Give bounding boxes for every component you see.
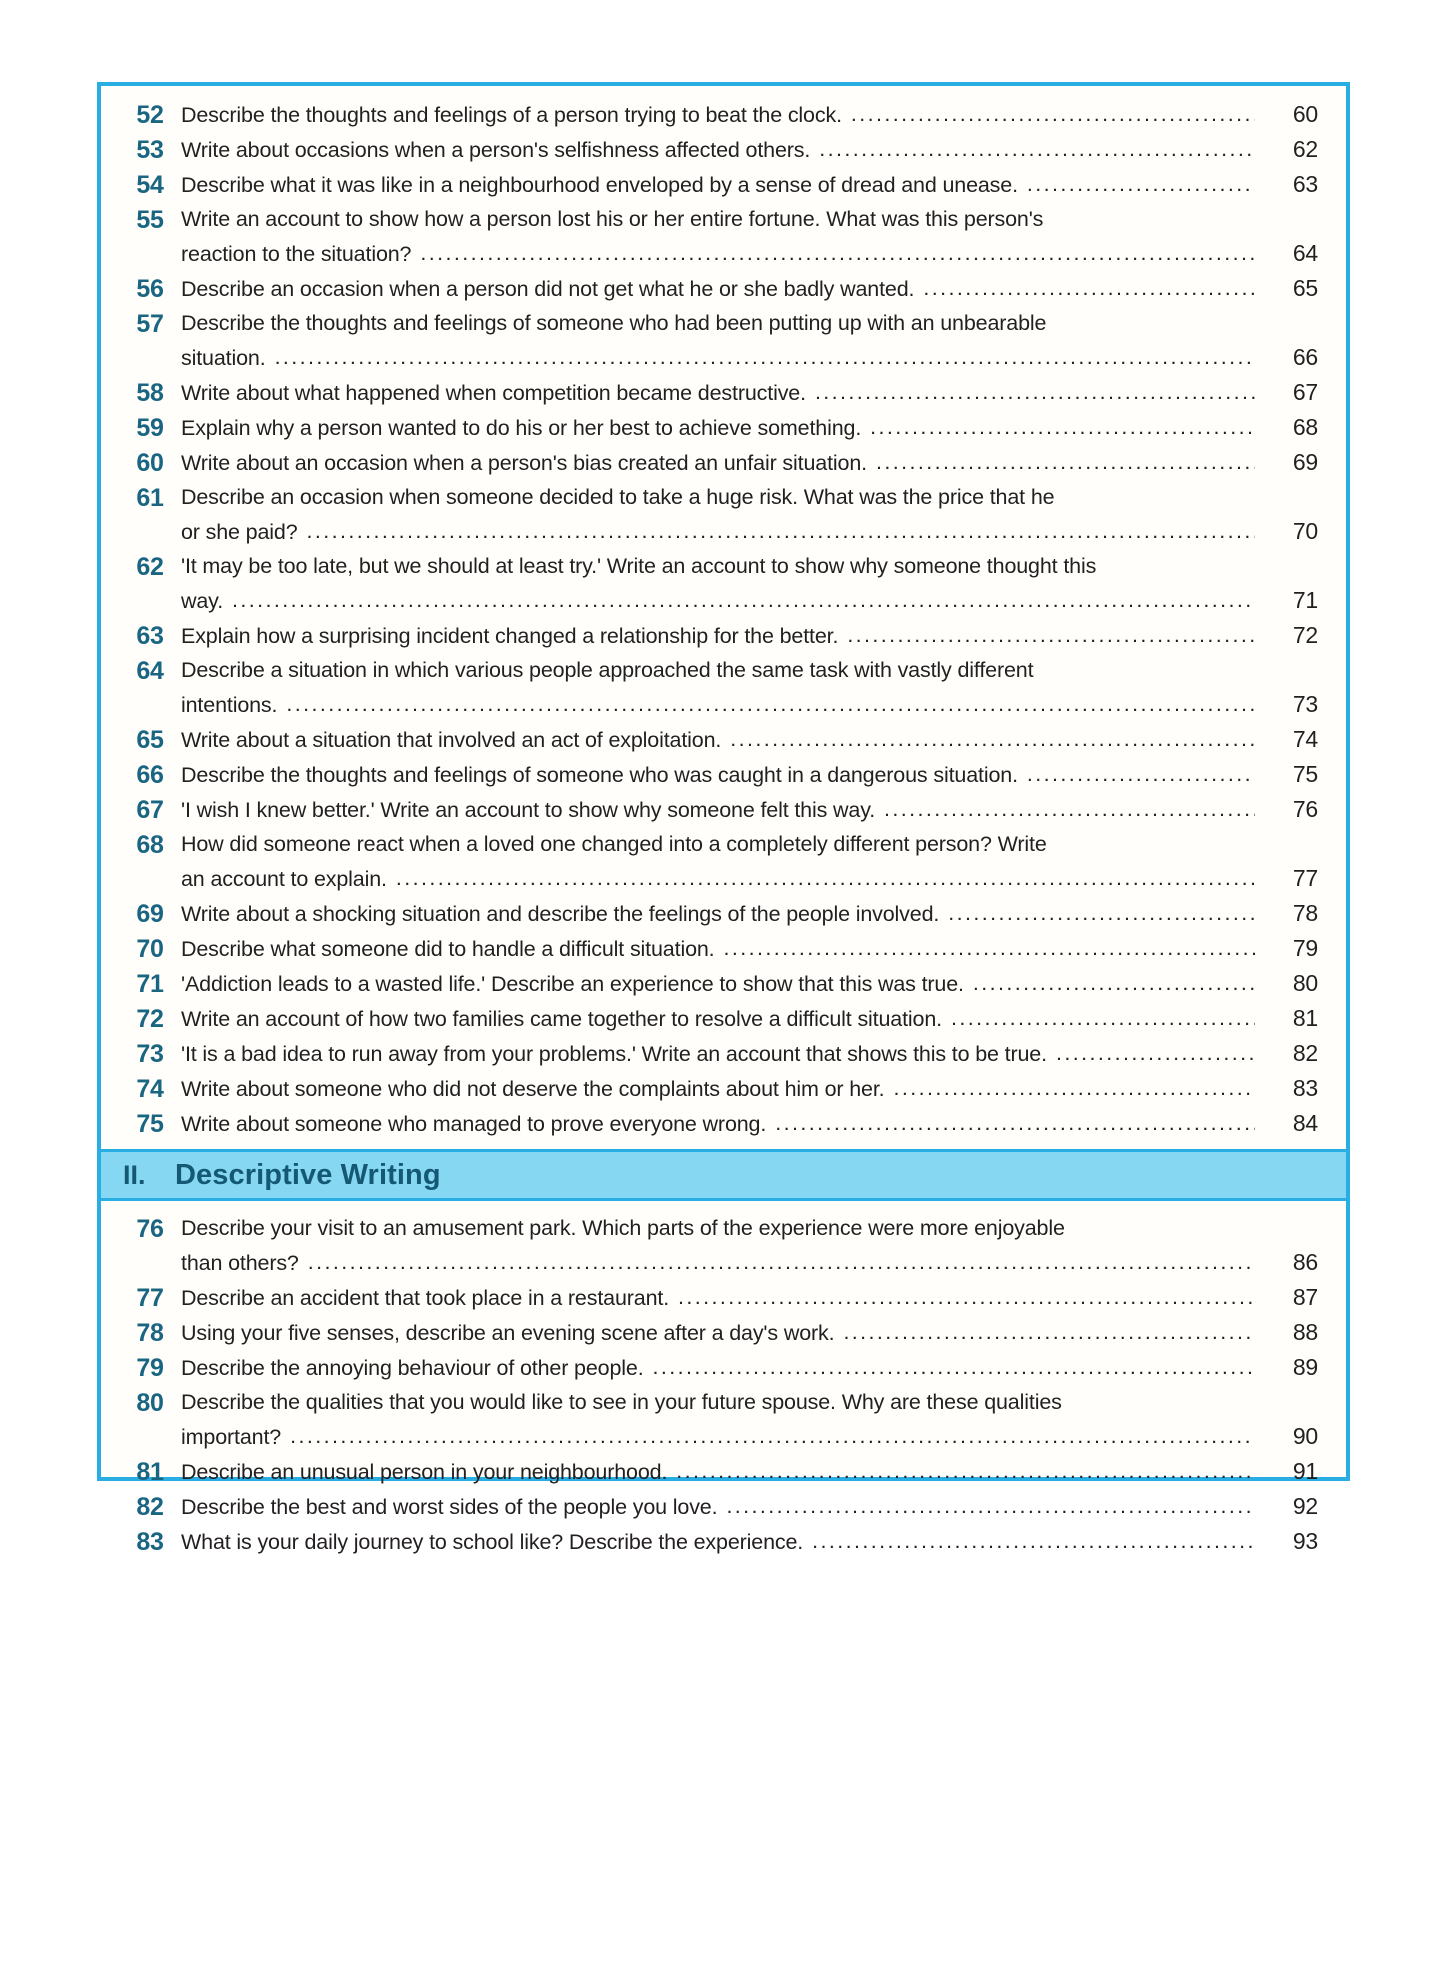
toc-entry-title: Describe what it was like in a neighbourhood enveloped by a sense of dread and unease.: [181, 173, 1018, 197]
toc-entry[interactable]: [101, 1315, 1346, 1350]
dot-leader: [812, 1524, 1255, 1558]
toc-entry-number: 63: [136, 622, 164, 650]
toc-entry-number: 71: [136, 970, 164, 998]
toc-entry-number: 74: [136, 1075, 164, 1103]
toc-entry-number: 60: [136, 449, 164, 477]
toc-entry-title: situation.: [181, 346, 266, 370]
toc-entry-line: [181, 687, 1318, 722]
toc-entry-content: [181, 1350, 1324, 1385]
toc-entry[interactable]: [101, 1524, 1346, 1559]
toc-entry-line: [181, 1106, 1318, 1141]
toc-entry-line: [181, 1350, 1318, 1385]
toc-entry-line: [181, 445, 1318, 480]
toc-entry[interactable]: [101, 306, 1346, 375]
dot-leader: [232, 583, 1255, 617]
toc-entry-title: Write about a situation that involved an act of exploitation.: [181, 728, 722, 752]
toc-entry-content: [181, 1454, 1324, 1489]
toc-entry-line: [181, 167, 1318, 202]
toc-entry-line: [181, 722, 1318, 757]
toc-entry-title: Describe a situation in which various people approached the same task with vastly different: [181, 658, 1034, 682]
toc-page-number: 65: [1292, 275, 1318, 301]
dot-leader: [420, 236, 1255, 270]
toc-entry-number: 77: [136, 1284, 164, 1312]
toc-entry-number: 76: [136, 1215, 164, 1243]
toc-entry-content: [181, 1489, 1324, 1524]
toc-entry-line: [181, 653, 1318, 687]
toc-entry[interactable]: [101, 618, 1346, 653]
toc-entry-line: [181, 1454, 1318, 1489]
toc-entry-title: Write about occasions when a person's selfishness affected others.: [181, 138, 811, 162]
toc-entry[interactable]: [101, 549, 1346, 618]
toc-entry-line: [181, 1001, 1318, 1036]
toc-entry-line: [181, 549, 1318, 583]
toc-entry-title: an account to explain.: [181, 867, 387, 891]
toc-entry[interactable]: [101, 97, 1346, 132]
toc-page-number: 91: [1292, 1458, 1318, 1484]
toc-entry-title: Write about someone who managed to prove everyone wrong.: [181, 1112, 767, 1136]
toc-entry-title: way.: [181, 589, 224, 613]
toc-page-number: 92: [1292, 1493, 1318, 1519]
toc-entry-number: 70: [136, 935, 164, 963]
toc-entry-title: reaction to the situation?: [181, 242, 412, 266]
toc-entry-content: [181, 1211, 1324, 1280]
toc-page-number: 83: [1292, 1075, 1318, 1101]
toc-entry[interactable]: [101, 1454, 1346, 1489]
toc-entry-number: 75: [136, 1110, 164, 1138]
toc-entry-content: [181, 202, 1324, 271]
toc-entry-content: [181, 549, 1324, 618]
toc-entry-content: [181, 1315, 1324, 1350]
toc-entry-title: Describe an occasion when a person did not get what he or she badly wanted.: [181, 277, 915, 301]
toc-entry-content: [181, 167, 1324, 202]
dot-leader: [775, 1106, 1255, 1140]
toc-entry[interactable]: [101, 1211, 1346, 1280]
toc-entry-content: [181, 1106, 1324, 1141]
toc-page-number: 67: [1292, 379, 1318, 405]
toc-entry-title: Write about an occasion when a person's bias created an unfair situation.: [181, 451, 867, 475]
toc-entry-content: [181, 1071, 1324, 1106]
section-header-descriptive-writing: [101, 1149, 1346, 1201]
toc-page-number: 64: [1292, 240, 1318, 266]
toc-entry-line: [181, 1071, 1318, 1106]
toc-page-number: 86: [1292, 1249, 1318, 1275]
toc-entry-content: [181, 1036, 1324, 1071]
dot-leader: [847, 618, 1255, 652]
toc-entry-title: Write about what happened when competition became destructive.: [181, 381, 806, 405]
toc-entry-list-narrative: [101, 97, 1346, 1141]
toc-page-number: 74: [1292, 726, 1318, 752]
dot-leader: [951, 1001, 1255, 1035]
toc-entry-line: [181, 236, 1318, 271]
toc-entry-content: [181, 757, 1324, 792]
toc-entry-line: [181, 271, 1318, 306]
dot-leader: [676, 1454, 1255, 1488]
toc-entry[interactable]: [101, 1036, 1346, 1071]
toc-entry-number: 81: [136, 1458, 164, 1486]
toc-entry-title: Write an account of how two families came together to resolve a difficult situation.: [181, 1007, 942, 1031]
toc-entry-number: 52: [136, 101, 164, 129]
toc-entry-number: 59: [136, 414, 164, 442]
toc-entry-line: [181, 1419, 1318, 1454]
toc-entry-number: 64: [136, 657, 164, 685]
toc-entry-line: [181, 97, 1318, 132]
toc-entry[interactable]: [101, 480, 1346, 549]
toc-entry-line: [181, 861, 1318, 896]
toc-entry-line: [181, 757, 1318, 792]
toc-entry-line: [181, 1211, 1318, 1245]
toc-entry-line: [181, 1524, 1318, 1559]
toc-entry[interactable]: [101, 896, 1346, 931]
dot-leader: [884, 792, 1255, 826]
dot-leader: [396, 861, 1255, 895]
toc-entry-number: 78: [136, 1319, 164, 1347]
toc-entry[interactable]: [101, 757, 1346, 792]
toc-entry-line: [181, 931, 1318, 966]
toc-entry[interactable]: [101, 1001, 1346, 1036]
toc-entry[interactable]: [101, 410, 1346, 445]
toc-page-number: 69: [1292, 449, 1318, 475]
toc-entry-title: Describe the thoughts and feelings of someone who had been putting up with an unbearable: [181, 311, 1047, 335]
dot-leader: [730, 722, 1255, 756]
toc-entry-title: Write about a shocking situation and describe the feelings of the people involved.: [181, 902, 940, 926]
toc-entry-line: [181, 202, 1318, 236]
toc-entry-content: [181, 132, 1324, 167]
toc-entry-content: [181, 896, 1324, 931]
toc-entry-title: Describe the best and worst sides of the people you love.: [181, 1495, 718, 1519]
toc-entry-number: 68: [136, 831, 164, 859]
toc-entry-line: [181, 1280, 1318, 1315]
toc-page-number: 90: [1292, 1423, 1318, 1449]
toc-entry-content: [181, 1001, 1324, 1036]
toc-entry[interactable]: [101, 931, 1346, 966]
toc-entry-content: [181, 931, 1324, 966]
toc-entry-content: [181, 1524, 1324, 1559]
toc-entry-line: [181, 480, 1318, 514]
dot-leader: [870, 410, 1255, 444]
toc-page-number: 77: [1292, 865, 1318, 891]
dot-leader: [275, 340, 1255, 374]
toc-body: [101, 86, 1346, 1573]
toc-entry-content: [181, 618, 1324, 653]
toc-entry[interactable]: [101, 792, 1346, 827]
dot-leader: [1056, 1036, 1255, 1070]
toc-entry-line: [181, 514, 1318, 549]
toc-entry-number: 82: [136, 1493, 164, 1521]
toc-entry-content: [181, 827, 1324, 896]
toc-entry[interactable]: [101, 653, 1346, 722]
toc-entry-line: [181, 896, 1318, 931]
toc-entry[interactable]: [101, 445, 1346, 480]
toc-entry-number: 67: [136, 796, 164, 824]
dot-leader: [815, 375, 1255, 409]
toc-page-number: 79: [1292, 935, 1318, 961]
toc-entry-line: [181, 827, 1318, 861]
toc-entry-title: Write about someone who did not deserve the complaints about him or her.: [181, 1077, 885, 1101]
section-roman-numeral: II.: [123, 1159, 146, 1190]
toc-page-number: 82: [1292, 1040, 1318, 1066]
toc-entry[interactable]: [101, 1350, 1346, 1385]
toc-entry-title: Describe your visit to an amusement park. Which parts of the experience were more enjoyable: [181, 1216, 1065, 1240]
toc-entry-content: [181, 480, 1324, 549]
toc-entry[interactable]: [101, 132, 1346, 167]
toc-entry-line: [181, 410, 1318, 445]
toc-entry-number: 62: [136, 553, 164, 581]
dot-leader: [973, 966, 1255, 1000]
toc-entry-number: 79: [136, 1354, 164, 1382]
toc-entry[interactable]: [101, 202, 1346, 271]
toc-page-number: 78: [1292, 900, 1318, 926]
toc-entry-line: [181, 1036, 1318, 1071]
dot-leader: [726, 1489, 1255, 1523]
toc-entry[interactable]: [101, 1385, 1346, 1454]
toc-entry-title: Describe the thoughts and feelings of someone who was caught in a dangerous situation.: [181, 763, 1018, 787]
toc-entry-title: Describe the qualities that you would like to see in your future spouse. Why are these qualities: [181, 1390, 1062, 1414]
toc-entry-list-descriptive: [101, 1201, 1346, 1559]
dot-leader: [843, 1315, 1255, 1349]
toc-page-number: 72: [1292, 622, 1318, 648]
toc-entry-content: [181, 1385, 1324, 1454]
toc-entry-line: [181, 132, 1318, 167]
toc-entry-number: 61: [136, 484, 164, 512]
toc-entry-content: [181, 792, 1324, 827]
dot-leader: [678, 1280, 1255, 1314]
toc-entry-line: [181, 375, 1318, 410]
toc-entry-title: Describe an accident that took place in a restaurant.: [181, 1286, 670, 1310]
dot-leader: [819, 132, 1255, 166]
toc-entry-title: What is your daily journey to school like? Describe the experience.: [181, 1530, 804, 1554]
toc-entry-title: Describe the thoughts and feelings of a person trying to beat the clock.: [181, 103, 842, 127]
toc-entry[interactable]: [101, 827, 1346, 896]
toc-entry-number: 83: [136, 1528, 164, 1556]
toc-entry-line: [181, 966, 1318, 1001]
dot-leader: [1027, 167, 1255, 201]
toc-page-number: 81: [1292, 1005, 1318, 1031]
toc-entry-line: [181, 1245, 1318, 1280]
toc-entry-line: [181, 1315, 1318, 1350]
toc-entry[interactable]: [101, 1489, 1346, 1524]
dot-leader: [1027, 757, 1255, 791]
toc-entry-title: or she paid?: [181, 520, 298, 544]
toc-entry-line: [181, 340, 1318, 375]
toc-entry-content: [181, 375, 1324, 410]
toc-entry-title: intentions.: [181, 693, 278, 717]
dot-leader: [653, 1350, 1255, 1384]
toc-entry[interactable]: [101, 271, 1346, 306]
toc-page-number: 80: [1292, 970, 1318, 996]
toc-entry-content: [181, 653, 1324, 722]
dot-leader: [290, 1419, 1255, 1453]
toc-page-number: 62: [1292, 136, 1318, 162]
toc-page-number: 87: [1292, 1284, 1318, 1310]
toc-page-number: 75: [1292, 761, 1318, 787]
toc-page-number: 70: [1292, 518, 1318, 544]
toc-page-number: 76: [1292, 796, 1318, 822]
toc-entry-line: [181, 583, 1318, 618]
toc-page-number: 60: [1292, 101, 1318, 127]
toc-page-number: 71: [1292, 587, 1318, 613]
toc-entry-number: 80: [136, 1389, 164, 1417]
toc-entry-line: [181, 1385, 1318, 1419]
toc-entry-number: 72: [136, 1005, 164, 1033]
toc-entry-number: 58: [136, 379, 164, 407]
toc-entry-title: Describe an unusual person in your neighbourhood.: [181, 1460, 668, 1484]
dot-leader: [307, 514, 1255, 548]
toc-entry-content: [181, 966, 1324, 1001]
dot-leader: [876, 445, 1255, 479]
toc-entry[interactable]: [101, 722, 1346, 757]
toc-entry-title: Explain how a surprising incident changed a relationship for the better.: [181, 624, 839, 648]
toc-entry-content: [181, 445, 1324, 480]
toc-page-number: 84: [1292, 1110, 1318, 1136]
toc-entry-number: 57: [136, 310, 164, 338]
toc-entry-title: How did someone react when a loved one changed into a completely different person? Write: [181, 832, 1047, 856]
toc-page-number: 93: [1292, 1528, 1318, 1554]
toc-entry-content: [181, 1280, 1324, 1315]
toc-entry-line: [181, 306, 1318, 340]
toc-entry[interactable]: [101, 167, 1346, 202]
toc-entry-title: important?: [181, 1425, 282, 1449]
toc-entry-line: [181, 618, 1318, 653]
toc-page-number: 68: [1292, 414, 1318, 440]
toc-entry-content: [181, 271, 1324, 306]
toc-entry-title: Describe what someone did to handle a difficult situation.: [181, 937, 715, 961]
toc-entry[interactable]: [101, 375, 1346, 410]
toc-entry[interactable]: [101, 966, 1346, 1001]
toc-entry-number: 66: [136, 761, 164, 789]
dot-leader: [724, 931, 1255, 965]
toc-entry-title: Describe an occasion when someone decided to take a huge risk. What was the price that he: [181, 485, 1055, 509]
toc-entry-line: [181, 792, 1318, 827]
toc-page-number: 63: [1292, 171, 1318, 197]
dot-leader: [851, 97, 1255, 131]
toc-page-number: 88: [1292, 1319, 1318, 1345]
toc-entry-content: [181, 306, 1324, 375]
dot-leader: [948, 896, 1255, 930]
toc-entry-title: 'Addiction leads to a wasted life.' Describe an experience to show that this was true.: [181, 972, 964, 996]
toc-entry-title: Explain why a person wanted to do his or her best to achieve something.: [181, 416, 862, 440]
dot-leader: [286, 687, 1255, 721]
toc-frame: [97, 82, 1350, 1556]
toc-entry[interactable]: [101, 1071, 1346, 1106]
toc-entry[interactable]: [101, 1106, 1346, 1141]
dot-leader: [923, 271, 1255, 305]
toc-entry-content: [181, 97, 1324, 132]
toc-entry[interactable]: [101, 1280, 1346, 1315]
toc-entry-title: Describe the annoying behaviour of other people.: [181, 1356, 644, 1380]
toc-entry-title: 'I wish I knew better.' Write an account to show why someone felt this way.: [181, 798, 876, 822]
toc-entry-content: [181, 410, 1324, 445]
toc-entry-title: 'It is a bad idea to run away from your problems.' Write an account that shows this to be true.: [181, 1042, 1047, 1066]
toc-entry-title: Write an account to show how a person lost his or her entire fortune. What was this person's: [181, 207, 1044, 231]
toc-entry-line: [181, 1489, 1318, 1524]
dot-leader: [308, 1245, 1255, 1279]
toc-entry-number: 73: [136, 1040, 164, 1068]
section-title: Descriptive Writing: [175, 1158, 441, 1191]
toc-entry-number: 54: [136, 171, 164, 199]
toc-entry-number: 53: [136, 136, 164, 164]
toc-page-number: 66: [1292, 344, 1318, 370]
toc-page-number: 73: [1292, 691, 1318, 717]
toc-entry-title: than others?: [181, 1251, 299, 1275]
toc-entry-number: 65: [136, 726, 164, 754]
toc-entry-number: 55: [136, 206, 164, 234]
toc-entry-content: [181, 722, 1324, 757]
dot-leader: [894, 1071, 1256, 1105]
toc-entry-number: 56: [136, 275, 164, 303]
toc-entry-number: 69: [136, 900, 164, 928]
toc-page-number: 89: [1292, 1354, 1318, 1380]
toc-entry-title: Using your five senses, describe an evening scene after a day's work.: [181, 1321, 835, 1345]
toc-entry-title: 'It may be too late, but we should at least try.' Write an account to show why someone thought this: [181, 554, 1097, 578]
